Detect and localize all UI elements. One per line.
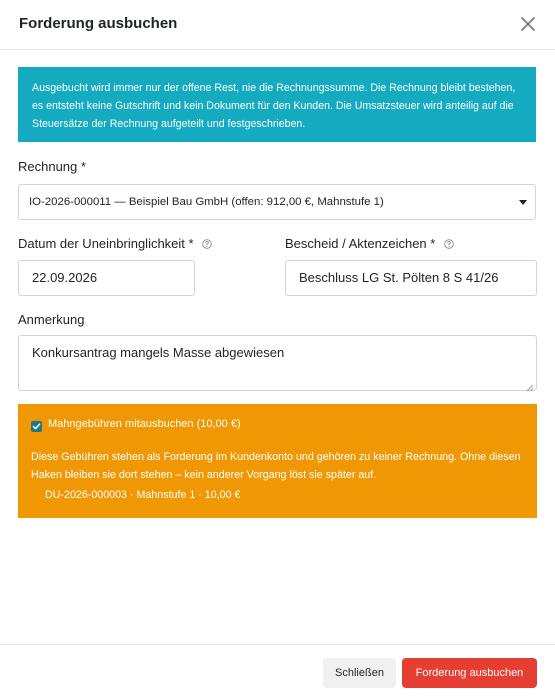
resize-grip-icon[interactable]	[526, 380, 534, 388]
dialog-title: Forderung ausbuchen	[19, 15, 178, 32]
fees-checkbox[interactable]	[31, 421, 42, 432]
decision-input[interactable]: Beschluss LG St. Pölten 8 S 41/26	[285, 260, 537, 296]
chevron-down-icon	[519, 200, 527, 205]
decision-label-text: Bescheid / Aktenzeichen *	[285, 236, 436, 251]
date-input[interactable]: 22.09.2026	[18, 260, 195, 296]
date-label-text: Datum der Uneinbringlichkeit *	[18, 236, 194, 251]
invoice-select-value: IO-2026-000011 — Beispiel Bau GmbH (offen: 912,00 €, Mahnstufe 1)	[29, 196, 384, 208]
close-icon[interactable]	[517, 13, 539, 35]
checkmark-icon	[32, 422, 41, 431]
note-textarea[interactable]	[18, 335, 537, 391]
help-icon[interactable]	[444, 237, 454, 247]
note-value: Konkursantrag mangels Masse abgewiesen	[32, 345, 285, 360]
invoice-label: Rechnung *	[18, 159, 86, 174]
dialog-header	[0, 0, 555, 50]
date-label	[18, 236, 212, 251]
note-label: Anmerkung	[18, 312, 85, 327]
dialog-footer	[0, 644, 555, 698]
close-button[interactable]: Schließen	[323, 658, 396, 688]
decision-label	[285, 236, 454, 251]
fees-checkbox-label[interactable]: Mahngebühren mitausbuchen (10,00 €)	[48, 418, 241, 430]
fees-warning-box	[18, 404, 537, 518]
info-alert: Ausgebucht wird immer nur der offene Rest, nie die Rechnungssumme. Die Rechnung bleibt bestehen, es entsteht keine Gutschrift und kein Dokument für den Kunden. Die Umsatzsteuer wird anteilig auf die Steuersätze der Rechnung aufgeteilt und festgeschrieben.	[18, 67, 536, 142]
write-off-button[interactable]: Forderung ausbuchen	[402, 658, 537, 688]
fees-item: DU-2026-000003 · Mahnstufe 1 · 10,00 €	[45, 489, 241, 501]
fees-description: Diese Gebühren stehen als Forderung im Kundenkonto und gehören zu keiner Rechnung. Ohne diesen Haken bleiben sie dort stehen – kein anderer Vorgang löst sie später auf.	[31, 451, 521, 481]
help-icon[interactable]	[202, 237, 212, 247]
invoice-select[interactable]	[18, 184, 536, 220]
